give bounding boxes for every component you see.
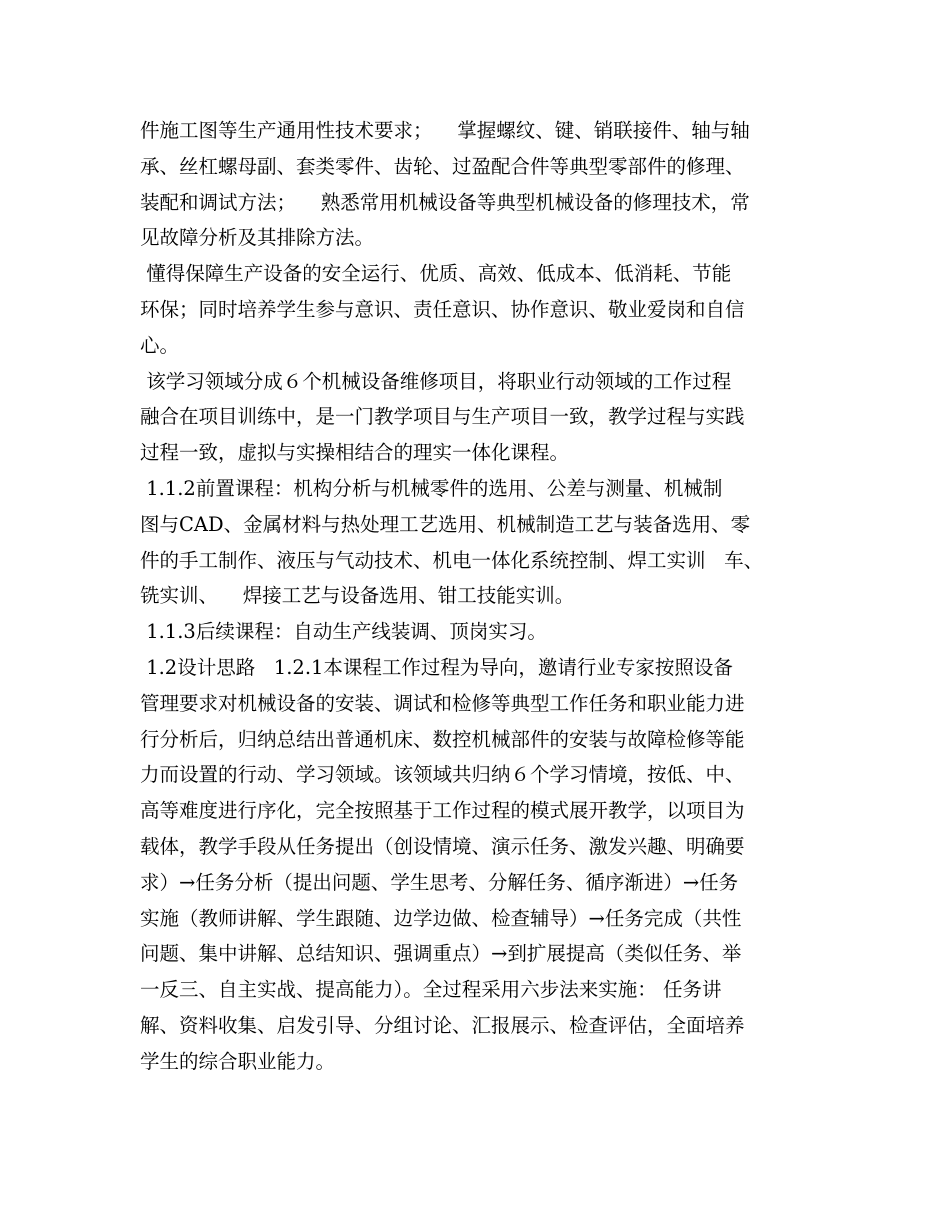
text-line: 解、资料收集、启发引导、分组讨论、汇报展示、检查评估，全面培养 [140,1013,745,1037]
text-line: 件的手工制作、液压与气动技术、机电一体化系统控制、焊工实训 车、 [140,548,764,572]
text-line: 行分析后，归纳总结出普通机床、数控机械部件的安装与故障检修等能 [140,727,745,751]
text-line: 实施（教师讲解、学生跟随、边学边做、检查辅导）→任务完成（共性 [140,906,742,930]
text-line: 懂得保障生产设备的安全运行、优质、高效、低成本、低消耗、节能 [140,262,732,286]
text-line: 该学习领域分成６个机械设备维修项目，将职业行动领域的工作过程 [140,369,732,393]
text-line: 环保；同时培养学生参与意识、责任意识、协作意识、敬业爱岗和自信 [140,297,745,321]
text-line: 心。 [140,333,180,357]
text-line: 件施工图等生产通用性技术要求； 掌握螺纹、键、销联接件、轴与轴 [140,119,750,142]
text-line: 问题、集中讲解、总结知识、强调重点）→到扩展提高（类似任务、举 [140,942,742,966]
text-line: 1.1.3后续课程：自动生产线装调、顶岗实习。 [140,620,547,644]
text-line: 一反三、自主实战、提高能力）。全过程采用六步法来实施： 任务讲 [140,978,722,1002]
text-line: 承、丝杠螺母副、套类零件、齿轮、过盈配合件等典型零部件的修理、 [140,154,745,178]
text-line: 求）→任务分析（提出问题、学生思考、分解任务、循序渐进）→任务 [140,870,739,894]
text-line: 力而设置的行动、学习领域。该领域共归纳６个学习情境，按低、中、 [140,763,745,787]
text-line: 1.2设计思路 1.2.1本课程工作过程为导向，邀请行业专家按照设备 [140,655,733,679]
text-line: 过程一致，虚拟与实操相结合的理实一体化课程。 [140,441,570,465]
text-line: 融合在项目训练中，是一门教学项目与生产项目一致，教学过程与实践 [140,405,745,429]
text-line: 1.1.2前置课程：机构分析与机械零件的选用、公差与测量、机械制 [140,476,723,500]
text-line: 管理要求对机械设备的安装、调试和检修等典型工作任务和职业能力进 [140,691,745,715]
text-line: 高等难度进行序化，完全按照基于工作过程的模式展开教学，以项目为 [140,799,745,823]
text-line: 铣实训、 焊接工艺与设备选用、钳工技能实训。 [140,584,575,608]
text-line: 装配和调试方法； 熟悉常用机械设备等典型机械设备的修理技术，常 [140,190,750,214]
text-line: 见故障分析及其排除方法。 [140,226,375,250]
text-line: 载体，教学手段从任务提出（创设情境、演示任务、激发兴趣、明确要 [140,834,745,858]
document-body [140,113,830,1080]
text-line: 图与CAD、金属材料与热处理工艺选用、机械制造工艺与装备选用、零 [140,512,751,536]
text-line: 学生的综合职业能力。 [140,1049,336,1073]
